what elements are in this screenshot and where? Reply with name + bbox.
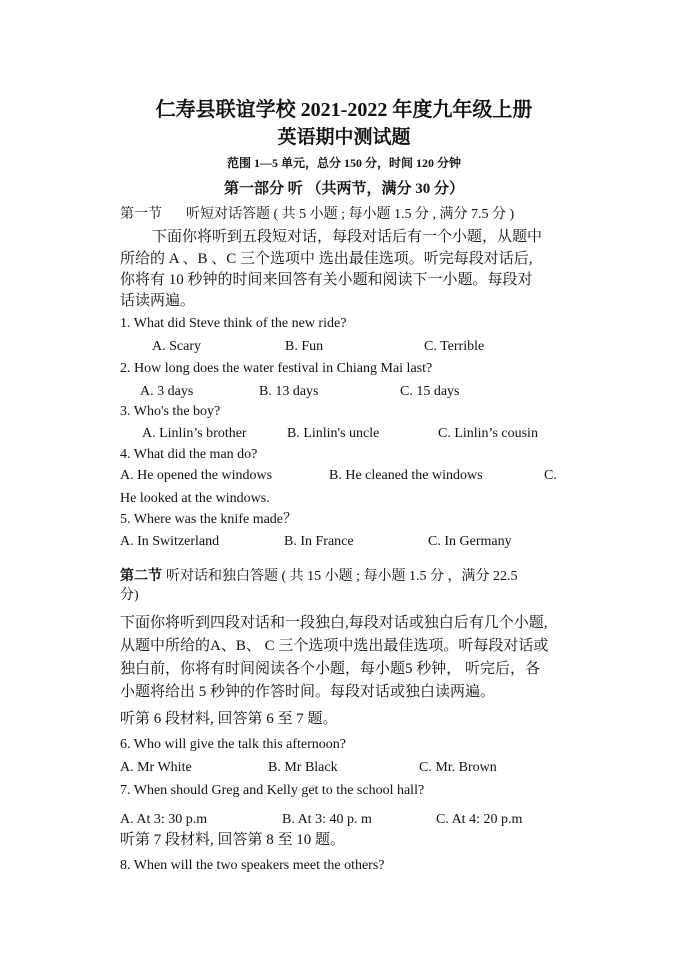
section2-title-b: 听对话和独白答题 ( 共 15 小题 ; 每小题 1.5 分 ，满分 22.5 xyxy=(166,569,518,584)
q4-option-a: A. He opened the windows xyxy=(120,468,273,483)
q5-option-a: A. In Switzerland xyxy=(120,534,220,549)
question-5: 5. Where was the knife made？ xyxy=(120,512,298,527)
question-1: 1. What did Steve think of the new ride? xyxy=(120,316,347,331)
question-3: 3. Who's the boy? xyxy=(120,404,221,419)
section2-instr-line: 小题将给出 5 秒钟的作答时间。每段对话或独白读两遍。 xyxy=(120,684,496,700)
section1-instr-line: 下面你将听到五段短对话，每段对话后有一个小题，从题中 xyxy=(152,229,543,245)
section2-title-c: 分) xyxy=(120,588,139,603)
q4-option-c: C. xyxy=(544,468,557,483)
question-2: 2. How long does the water festival in Chiang Mai last? xyxy=(120,361,433,376)
question-6: 6. Who will give the talk this afternoon? xyxy=(120,737,347,752)
q3-option-b: B. Linlin's uncle xyxy=(287,426,380,441)
question-8: 8. When will the two speakers meet the others? xyxy=(120,858,385,873)
q1-option-a: A. Scary xyxy=(152,339,201,354)
section1-title-a: 第一节 xyxy=(120,207,162,222)
section1-title-b: 听短对话答题 ( 共 5 小题 ; 每小题 1.5 分 , 满分 7.5 分 ) xyxy=(186,207,515,222)
q3-option-a: A. Linlin’s brother xyxy=(142,426,247,441)
q4-option-c-text: He looked at the windows. xyxy=(120,491,270,506)
q6-option-a: A. Mr White xyxy=(120,760,192,775)
section2-instr-line: 从题中所给的A、B、 C 三个选项中选出最佳选项。听每段对话或 xyxy=(120,638,549,654)
q2-option-b: B. 13 days xyxy=(259,384,319,399)
section1-instr-line: 你将有 10 秒钟的时间来回答有关小题和阅读下一小题。每段对 xyxy=(120,272,533,288)
q1-option-c: C. Terrible xyxy=(424,339,485,354)
section2-instr-line: 下面你将听到四段对话和一段独白,每段对话或独白后有几个小题, xyxy=(120,615,548,631)
material-6-note: 听第 6 段材料, 回答第 6 至 7 题。 xyxy=(120,711,338,727)
q5-option-b: B. In France xyxy=(284,534,354,549)
q7-option-b: B. At 3: 40 p. m xyxy=(282,812,372,827)
exam-scope: 范围 1—5 单元，总分 150 分，时间 120 分钟 xyxy=(226,156,461,170)
exam-title: 仁寿县联谊学校 2021-2022 年度九年级上册 xyxy=(155,99,533,121)
q2-option-a: A. 3 days xyxy=(140,384,194,399)
q3-option-c: C. Linlin’s cousin xyxy=(438,426,538,441)
q6-option-b: B. Mr Black xyxy=(268,760,338,775)
q7-option-a: A. At 3: 30 p.m xyxy=(120,812,208,827)
section2-title-a: 第二节 xyxy=(120,569,162,584)
material-7-note: 听第 7 段材料, 回答第 8 至 10 题。 xyxy=(120,832,346,848)
q2-option-c: C. 15 days xyxy=(400,384,460,399)
exam-subtitle: 英语期中测试题 xyxy=(277,127,411,148)
section1-instr-line: 话读两遍。 xyxy=(120,293,196,309)
q6-option-c: C. Mr. Brown xyxy=(419,760,497,775)
part1-heading: 第一部分 听 （共两节，满分 30 分） xyxy=(223,181,464,197)
q5-option-c: C. In Germany xyxy=(428,534,512,549)
q7-option-c: C. At 4: 20 p.m xyxy=(436,812,523,827)
section1-instr-line: 所给的 A 、B 、C 三个选项中 选出最佳选项。听完每段对话后, xyxy=(120,251,533,267)
q4-option-b: B. He cleaned the windows xyxy=(329,468,483,483)
question-7: 7. When should Greg and Kelly get to the school hall? xyxy=(120,783,425,798)
q1-option-b: B. Fun xyxy=(285,339,324,354)
section2-instr-line: 独白前，你将有时间阅读各个小题，每小题5 秒钟， 听完后，各 xyxy=(120,661,541,677)
question-4: 4. What did the man do? xyxy=(120,447,258,462)
